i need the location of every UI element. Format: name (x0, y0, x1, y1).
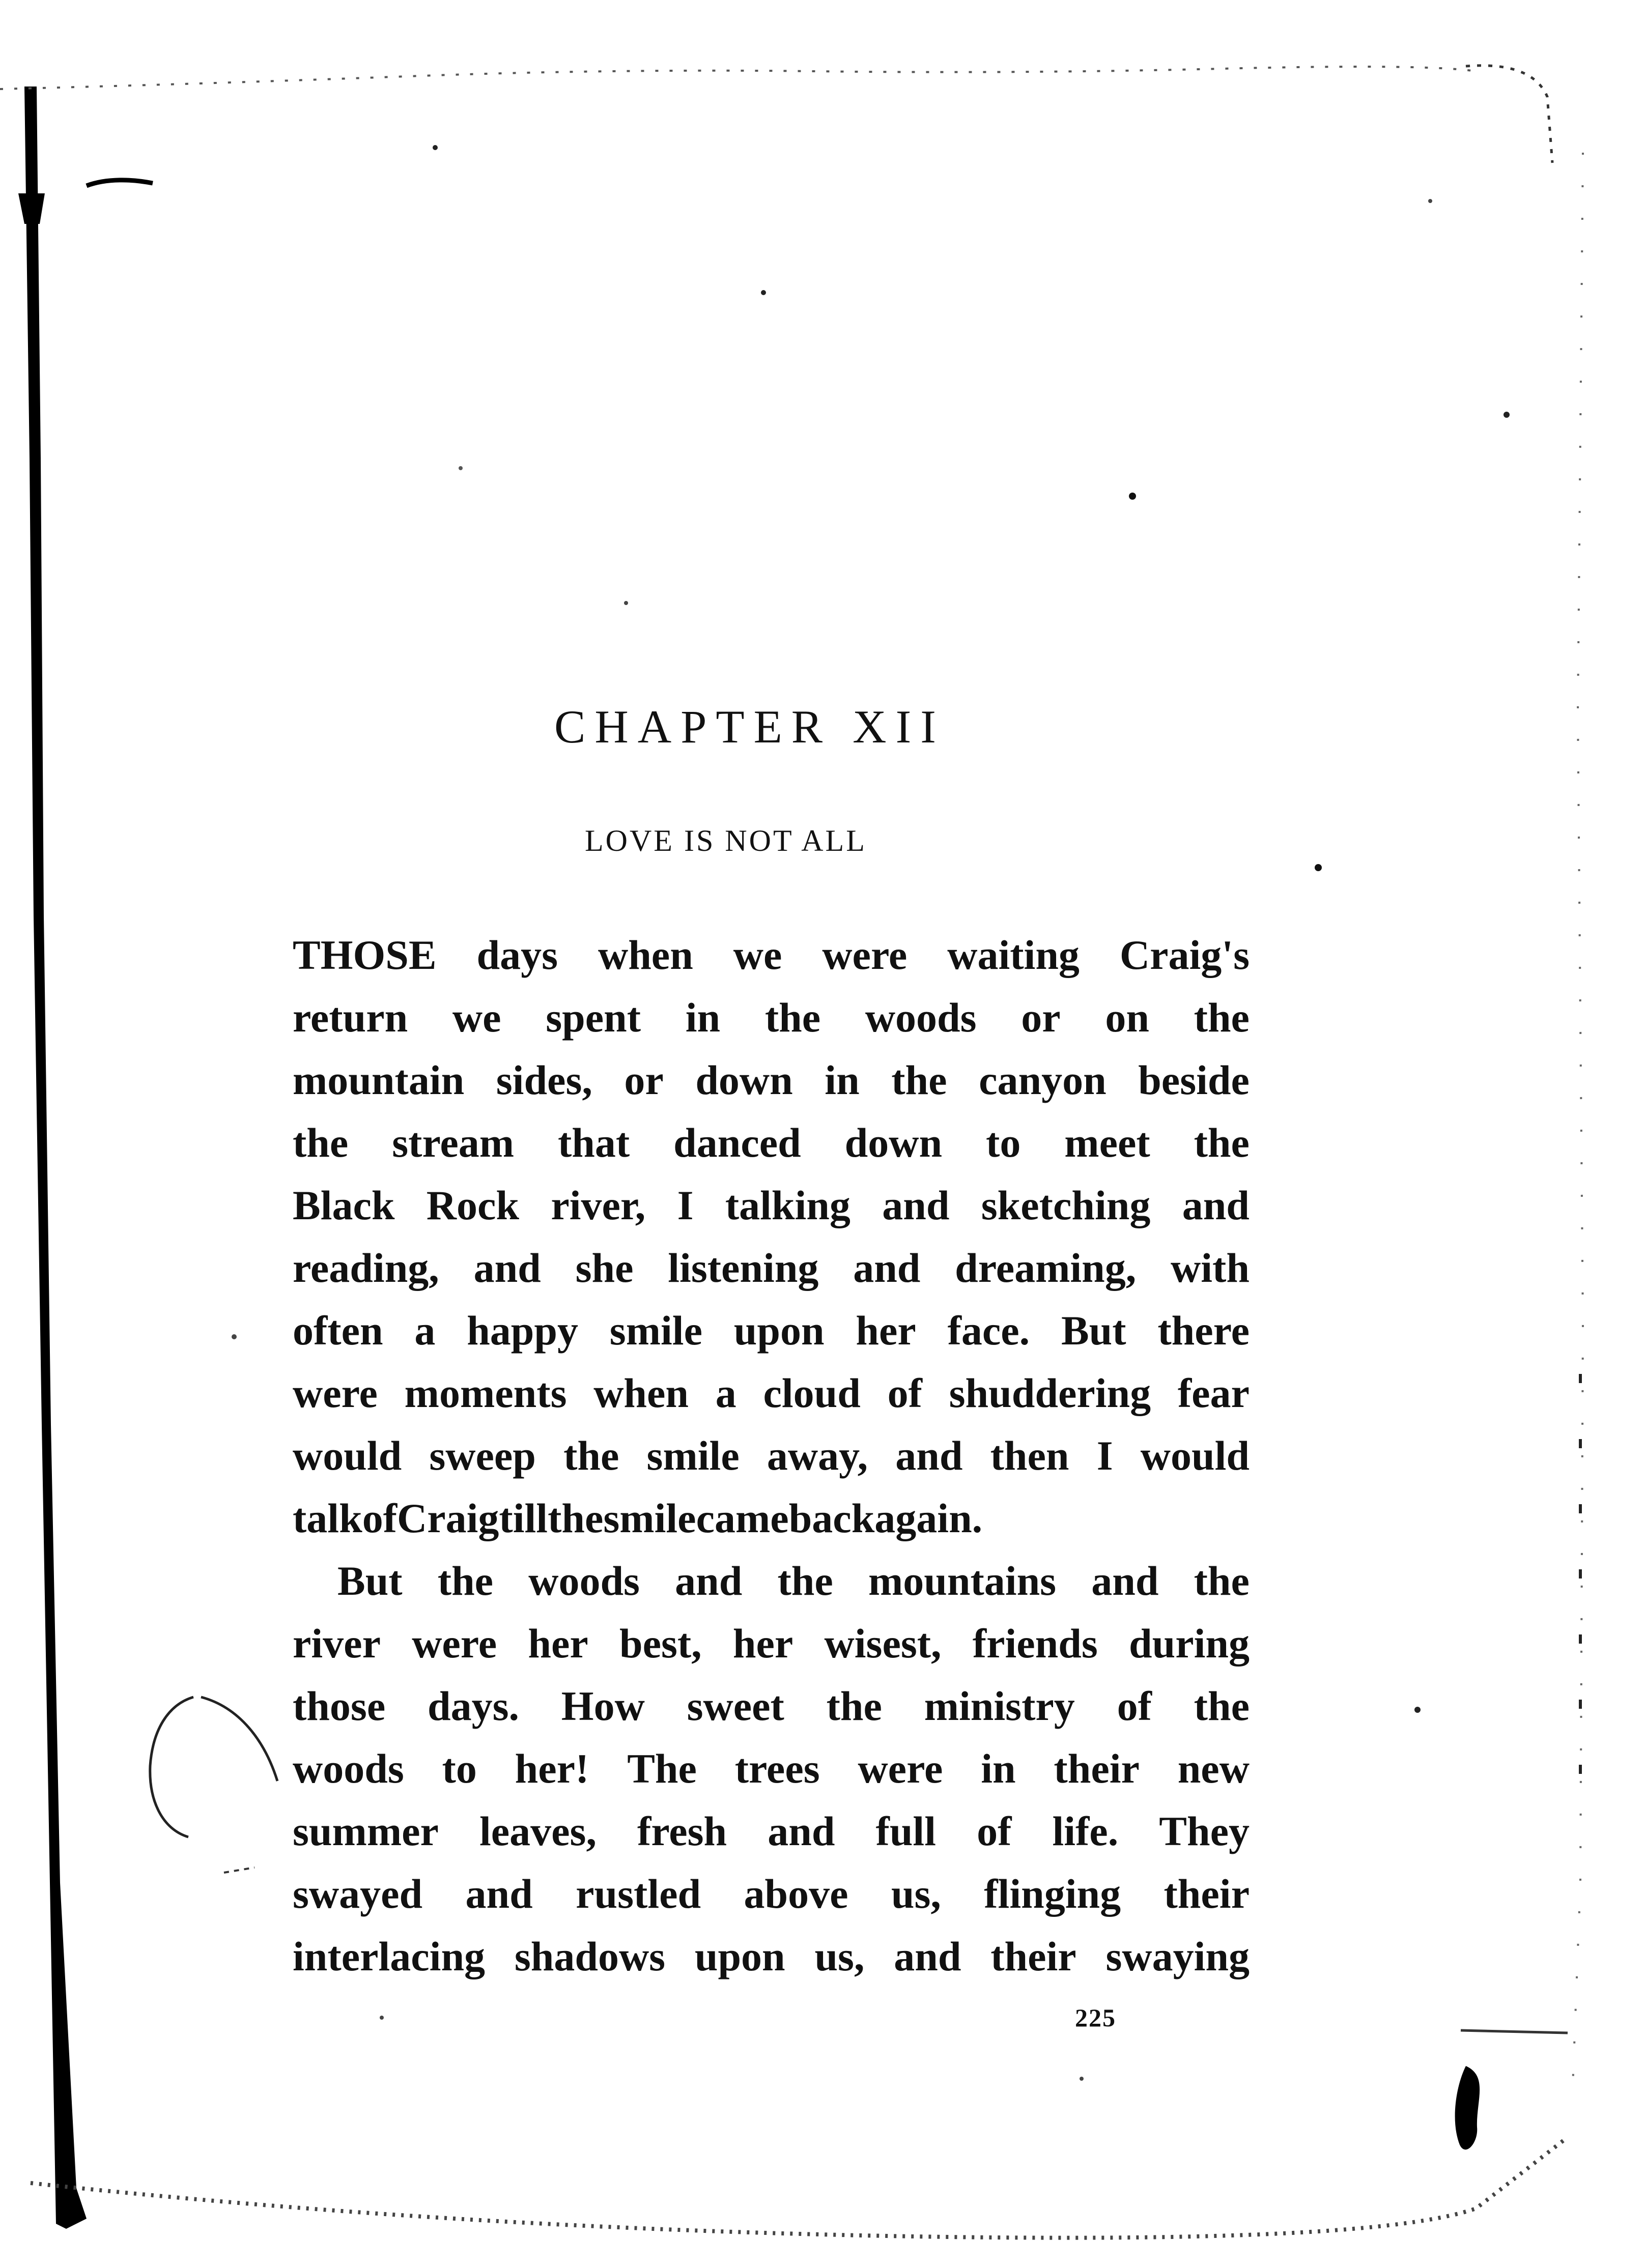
text-line: reading, and she listening and dreaming, with (293, 1245, 1250, 1291)
text-line: talk of Craig till the smile came back again. (293, 1495, 983, 1541)
page-number: 225 (1075, 2003, 1116, 2032)
text-line: But the woods and the mountains and the (337, 1558, 1250, 1604)
chapter-subtitle: LOVE IS NOT ALL (585, 824, 867, 857)
text-line: mountain sides, or down in the canyon beside (293, 1057, 1250, 1103)
text-line: summer leaves, fresh and full of life. They (293, 1808, 1250, 1854)
text-line: interlacing shadows upon us, and their swaying (293, 1933, 1250, 1979)
text-line: swayed and rustled above us, flinging their (293, 1871, 1250, 1917)
text-line: THOSE days when we were waiting Craig's (293, 932, 1250, 978)
body-text (293, 924, 1250, 1988)
text-line: were moments when a cloud of shuddering fear (293, 1370, 1250, 1416)
text-line: river were her best, her wisest, friends during (293, 1620, 1250, 1667)
text-line: return we spent in the woods or on the (293, 994, 1250, 1041)
chapter-title: CHAPTER XII (554, 701, 945, 753)
text-line: those days. How sweet the ministry of the (293, 1683, 1250, 1729)
text-line: woods to her! The trees were in their new (293, 1745, 1250, 1792)
text-line: would sweep the smile away, and then I would (293, 1432, 1250, 1479)
text-line: often a happy smile upon her face. But there (293, 1307, 1250, 1354)
text-line: Black Rock river, I talking and sketching and (293, 1182, 1250, 1228)
text-line: the stream that danced down to meet the (293, 1119, 1250, 1166)
